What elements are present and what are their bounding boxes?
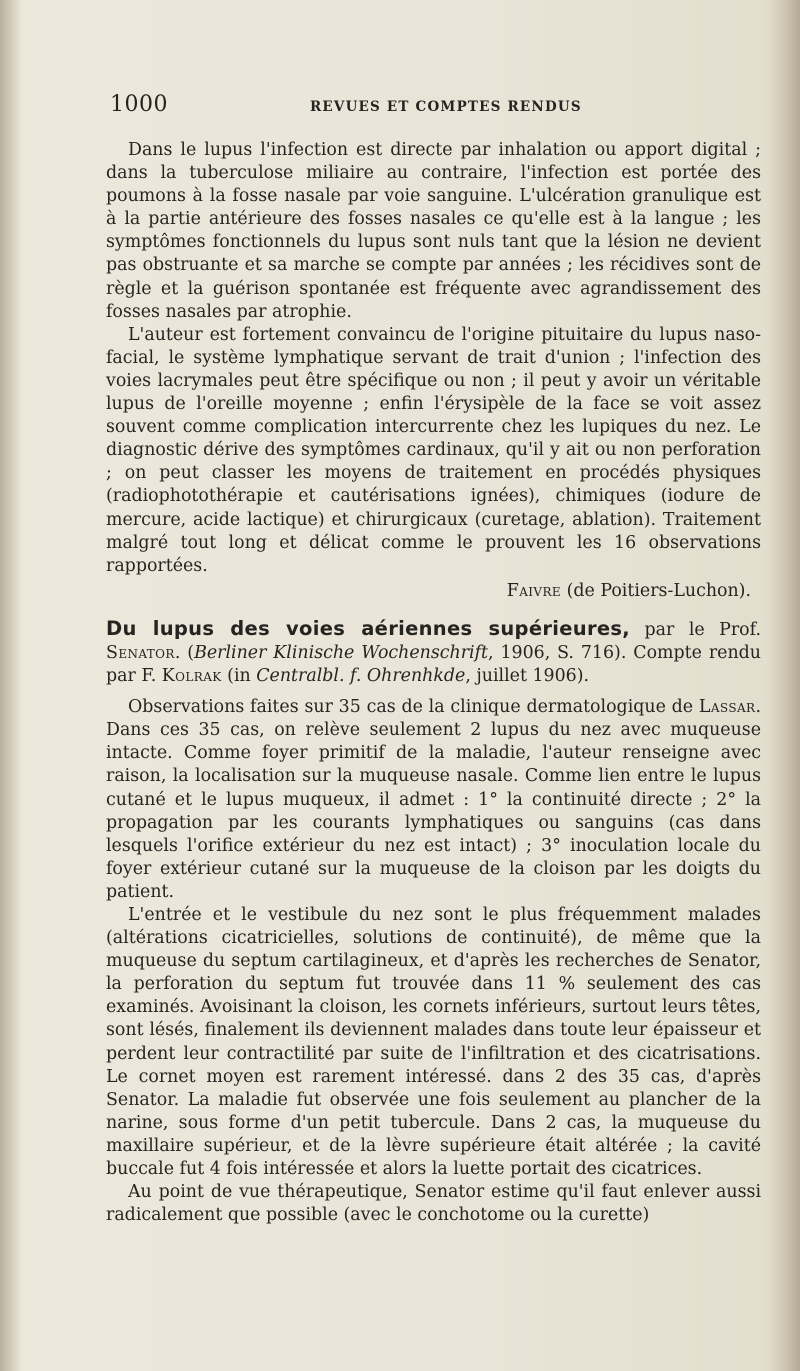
page-number: 1000 (110, 92, 168, 117)
person-lassar: Lassar (698, 697, 756, 718)
article-journal-2: Centralbl. f. Ohrenhkde (256, 666, 466, 687)
paragraph-4: L'entrée et le vestibule du nez sont le plus fréquemment malades (altérations cicatricielles, solutions de continuité), de même que la muqueuse du septum cartilagineux, et d'après les recherches de Senator, la perforation du septum fut trouvée dans 11 % seulement des cas examinés. Avoisinant la cloison, les cornets inférieurs, surtout leurs têtes, sont lésés, finalement ils deviennent malades dans toute leur épaisseur et perdent leur contractilité par suite de l'infiltration et des cicatrisations. Le cornet moyen est rarement intéressé. dans 2 des 35 cas, d'après Senator. La maladie fut observée une fois seulement au plancher de la narine, sous forme d'un petit tubercule. Dans 2 cas, la muqueuse du maxillaire supérieur, et de la lèvre supérieure était altérée ; la cavité buccale fut 4 fois intéressée et alors la luette portait des cicatrices. (106, 905, 761, 1180)
article-author: Senator (106, 642, 175, 663)
page-right-shadow (766, 0, 800, 1371)
article-reviewer: Kolrak (161, 666, 222, 687)
paragraph-3-rest: . Dans ces 35 cas, on relève seulement 2 lupus du nez avec muqueuse intacte. Comme foyer primitif de la maladie, l'auteur renseigne avec raison, la localisation sur la muqueuse nasale. Comme lien entre le lupus cutané et le lupus muqueux, il admet : 1° la continuité directe ; 2° la propagation par les courants lymphatiques ou sanguins (cas dans lesquels l'orifice extérieur du nez est intact) ; 3° inoculation locale du foyer extérieur cutané sur la muqueuse de la cloison par les doigts du patient. (106, 697, 761, 902)
page-left-shadow (0, 0, 22, 1371)
article-title: Du lupus des voies aériennes supérieures, (106, 616, 631, 640)
signature-name: Faivre (506, 580, 562, 601)
article-reference: , 1906, S. 716). Compte rendu par F. (106, 642, 761, 687)
article-src-open: . ( (174, 642, 195, 663)
page-header (110, 92, 760, 122)
running-head: REVUES ET COMPTES RENDUS (310, 99, 582, 115)
paragraph-3-start: Observations faites sur 35 cas de la clinique dermatologique de (128, 697, 699, 718)
body-text (106, 139, 761, 1227)
article-date: , juillet 1906). (465, 666, 590, 687)
article-in: (in (221, 666, 257, 687)
article-by: par le Prof. (630, 619, 761, 640)
review-signature (106, 580, 761, 603)
signature-place: (de Poitiers-Luchon). (561, 580, 751, 601)
article-journal: Berliner Klinische Wochenschrift (194, 642, 489, 663)
paragraph-3 (106, 696, 761, 904)
article-heading (106, 617, 761, 688)
paragraph-1: Dans le lupus l'infection est directe par inhalation ou apport digital ; dans la tuberculose miliaire au contraire, l'infection est portée des poumons à la fosse nasale par voie sanguine. L'ulcération granulique est à la partie antérieure des fosses nasales ce qu'elle est à la langue ; les symptômes fonctionnels du lupus sont nuls tant que la lésion ne devient pas obstruante et sa marche se compte par années ; les récidives sont de règle et la guérison spontanée est fréquente avec agrandissement des fosses nasales par atrophie. (106, 140, 761, 322)
paragraph-2: L'auteur est fortement convaincu de l'origine pituitaire du lupus naso-facial, le système lymphatique servant de trait d'union ; l'infection des voies lacrymales peut être spécifique ou non ; il peut y avoir un véritable lupus de l'oreille moyenne ; enfin l'érysipèle de la face se voit assez souvent comme complication intercurrente chez les lupiques du nez. Le diagnostic dérive des symptômes cardinaux, qu'il y ait ou non perforation ; on peut classer les moyens de traitement en procédés physiques (radiophotothérapie et cautérisations ignées), chimiques (iodure de mercure, acide lactique) et chirurgicaux (curetage, ablation). Traitement malgré tout long et délicat comme le prouvent les 16 observations rapportées. (106, 324, 761, 576)
paragraph-5: Au point de vue thérapeutique, Senator estime qu'il faut enlever aussi radicalement que possible (avec le conchotome ou la curette) (106, 1182, 761, 1226)
